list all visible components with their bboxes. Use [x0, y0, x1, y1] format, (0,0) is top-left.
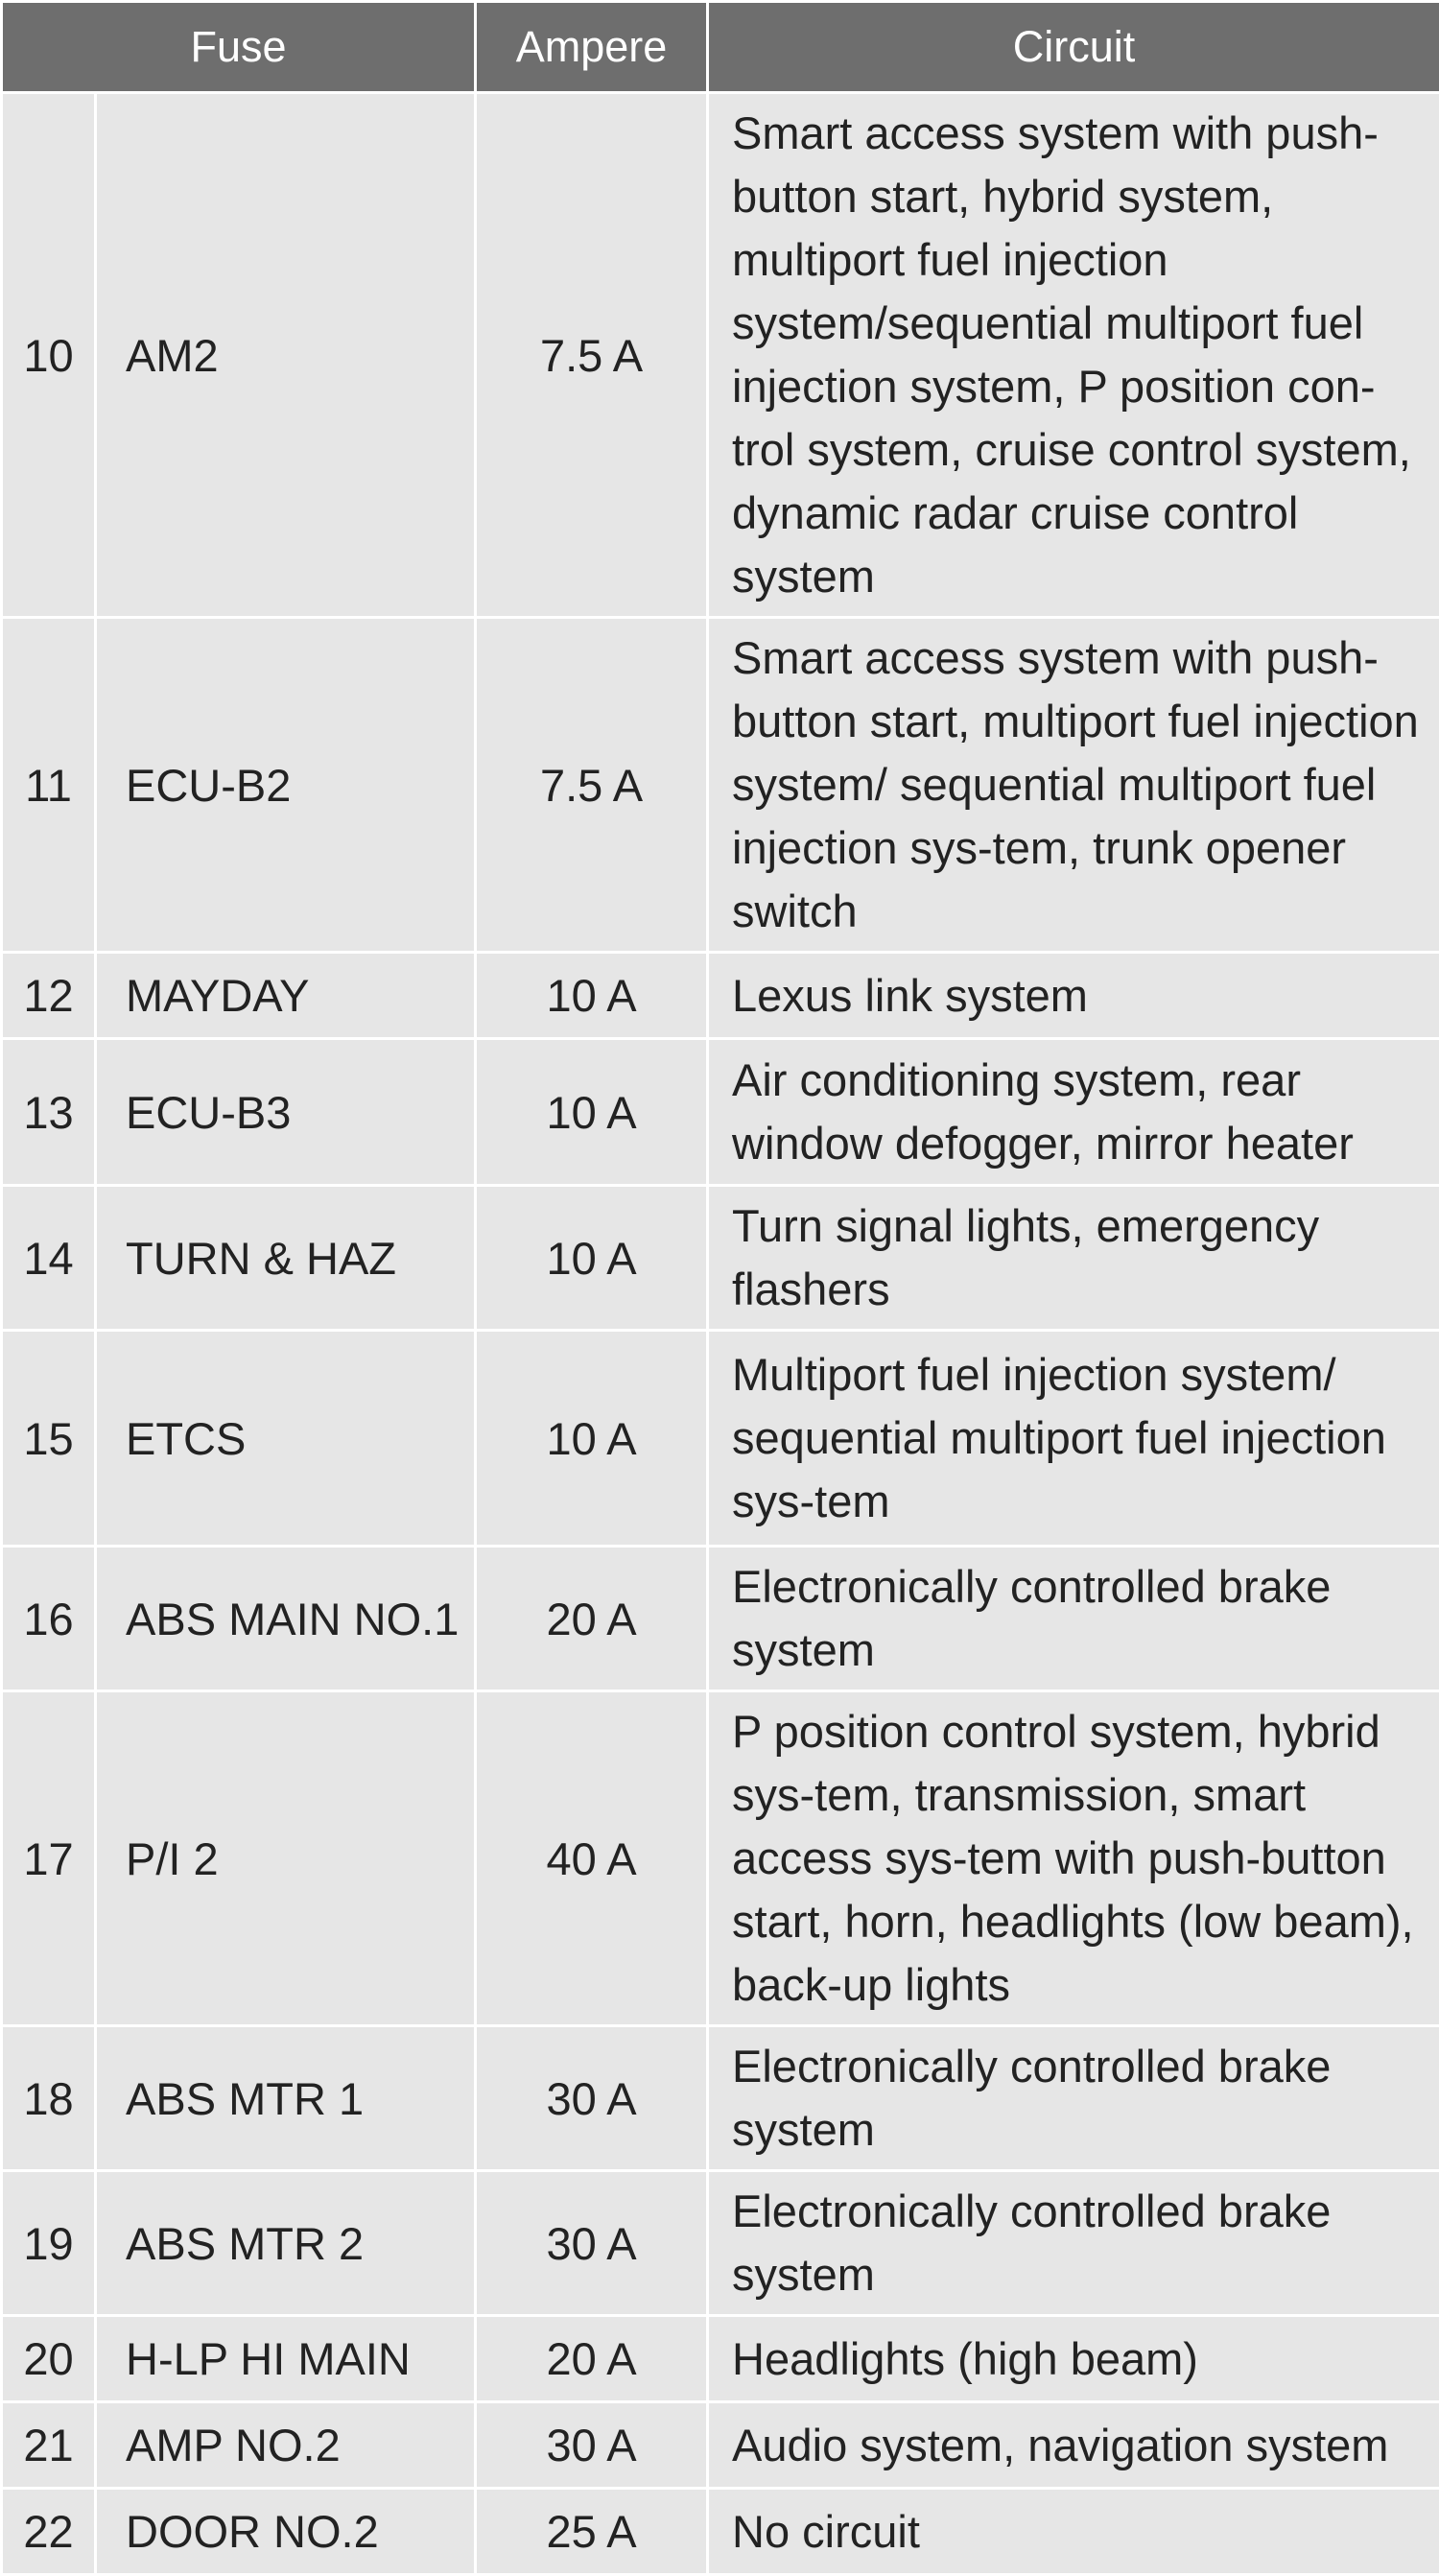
- fuse-circuit: Air conditioning system, rear window defogger, mirror heater: [708, 1039, 1439, 1186]
- table-row: [2, 1331, 1439, 1547]
- fuse-name: ECU-B3: [96, 1039, 476, 1186]
- table-row: [2, 1186, 1439, 1331]
- fuse-number: 16: [2, 1547, 96, 1691]
- fuse-name: DOOR NO.2: [96, 2489, 476, 2575]
- table-row: [2, 2402, 1439, 2489]
- fuse-number: 17: [2, 1691, 96, 2026]
- fuse-number: 14: [2, 1186, 96, 1331]
- fuse-circuit: Turn signal lights, emergency flashers: [708, 1186, 1439, 1331]
- fuse-name: AMP NO.2: [96, 2402, 476, 2489]
- fuse-ampere: 10 A: [476, 953, 708, 1039]
- fuse-ampere: 20 A: [476, 2316, 708, 2402]
- fuse-ampere: 10 A: [476, 1331, 708, 1547]
- fuse-ampere: 25 A: [476, 2489, 708, 2575]
- fuse-circuit: No circuit: [708, 2489, 1439, 2575]
- fuse-name: ETCS: [96, 1331, 476, 1547]
- fuse-number: 12: [2, 953, 96, 1039]
- fuse-name: AM2: [96, 93, 476, 618]
- table-row: [2, 1039, 1439, 1186]
- fuse-number: 13: [2, 1039, 96, 1186]
- fuse-ampere: 40 A: [476, 1691, 708, 2026]
- fuse-number: 15: [2, 1331, 96, 1547]
- fuse-ampere: 20 A: [476, 1547, 708, 1691]
- fuse-name: ABS MAIN NO.1: [96, 1547, 476, 1691]
- fuse-number: 20: [2, 2316, 96, 2402]
- fuse-name: ABS MTR 2: [96, 2171, 476, 2316]
- fuse-name: ECU-B2: [96, 618, 476, 953]
- table-row: [2, 93, 1439, 618]
- fuse-number: 22: [2, 2489, 96, 2575]
- fuse-circuit: Electronically controlled brake system: [708, 2171, 1439, 2316]
- fuse-ampere: 10 A: [476, 1186, 708, 1331]
- table-row: [2, 953, 1439, 1039]
- table-row: [2, 2489, 1439, 2575]
- fuse-circuit: P position control system, hybrid sys-tem, transmission, smart access sys-tem with push-button start, horn, headlights (low beam), back-up lights: [708, 1691, 1439, 2026]
- table-row: [2, 1691, 1439, 2026]
- table-row: [2, 1547, 1439, 1691]
- fuse-name: MAYDAY: [96, 953, 476, 1039]
- fuse-number: 10: [2, 93, 96, 618]
- fuse-circuit: Electronically controlled brake system: [708, 1547, 1439, 1691]
- fuse-name: TURN & HAZ: [96, 1186, 476, 1331]
- fuse-name: H-LP HI MAIN: [96, 2316, 476, 2402]
- header-ampere: Ampere: [476, 2, 708, 93]
- fuse-circuit: Headlights (high beam): [708, 2316, 1439, 2402]
- fuse-circuit: Smart access system with push-button start, hybrid system, multiport fuel injection system/sequential multiport fuel injection system, P position con-trol system, cruise control system, dynamic radar cruise control system: [708, 93, 1439, 618]
- table-row: [2, 618, 1439, 953]
- table-row: [2, 2026, 1439, 2171]
- fuse-number: 11: [2, 618, 96, 953]
- fuse-name: P/I 2: [96, 1691, 476, 2026]
- fuse-number: 21: [2, 2402, 96, 2489]
- fuse-name: ABS MTR 1: [96, 2026, 476, 2171]
- fuse-circuit: Multiport fuel injection system/ sequential multiport fuel injection sys-tem: [708, 1331, 1439, 1547]
- fuse-circuit: Smart access system with push-button start, multiport fuel injection system/ sequential multiport fuel injection sys-tem, trunk opener switch: [708, 618, 1439, 953]
- header-fuse: Fuse: [2, 2, 476, 93]
- fuse-circuit: Audio system, navigation system: [708, 2402, 1439, 2489]
- table-row: [2, 2316, 1439, 2402]
- fuse-ampere: 10 A: [476, 1039, 708, 1186]
- fuse-ampere: 7.5 A: [476, 618, 708, 953]
- fuse-ampere: 30 A: [476, 2402, 708, 2489]
- fuse-number: 19: [2, 2171, 96, 2316]
- header-row: [2, 2, 1439, 93]
- fuse-number: 18: [2, 2026, 96, 2171]
- header-circuit: Circuit: [708, 2, 1439, 93]
- fuse-ampere: 30 A: [476, 2026, 708, 2171]
- fuse-ampere: 7.5 A: [476, 93, 708, 618]
- fuse-circuit: Electronically controlled brake system: [708, 2026, 1439, 2171]
- fuse-circuit: Lexus link system: [708, 953, 1439, 1039]
- fuse-ampere: 30 A: [476, 2171, 708, 2316]
- table-row: [2, 2171, 1439, 2316]
